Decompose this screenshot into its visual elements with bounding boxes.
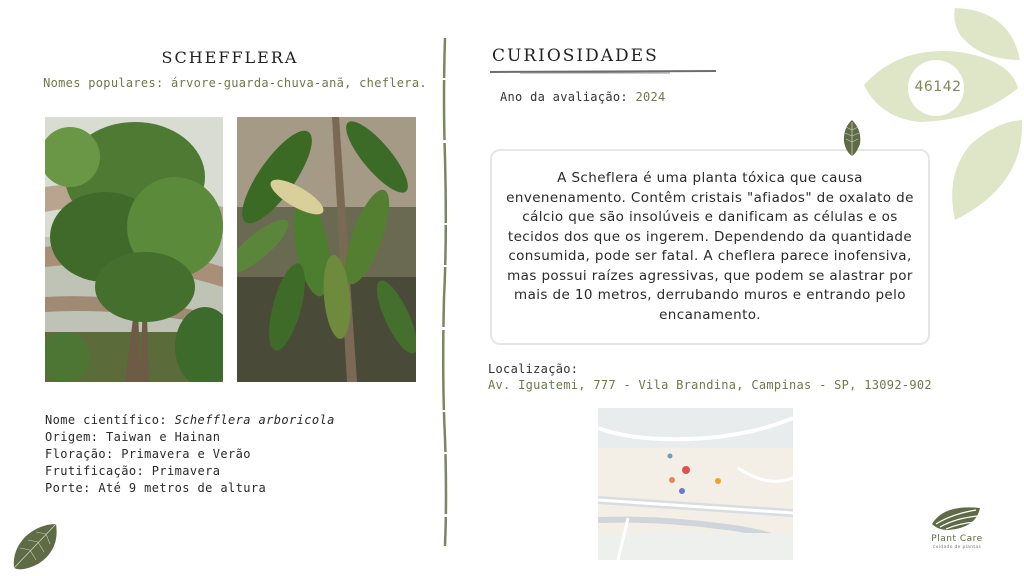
size-row <box>45 480 335 497</box>
evaluation-year-label: Ano da avaliação: <box>500 90 628 104</box>
origin-label: Origem: <box>45 430 99 444</box>
popular-names <box>40 76 430 90</box>
flowering-row <box>45 446 335 463</box>
plant-care-logo <box>918 502 998 562</box>
leaves-decoration <box>860 0 1024 225</box>
brand-name: Plant Care <box>931 534 983 544</box>
leaf-icon <box>10 520 60 572</box>
curiosities-text: A Scheflera é uma planta tóxica que causa envenenamento. Contêm cristais "afiados" de oxalato de cálcio que são insolúveis e danificam as células e os tecidos dos que os ingerem. Dependendo da quantidade consumida, pode ser fatal. A cheflera parece inofensiva, mas possui raízes agressivas, que podem se alastrar por mais de 10 metros, derrubando muros e entrando pelo encanamento. <box>506 170 914 323</box>
evaluation-year-value: 2024 <box>635 90 666 104</box>
location-map[interactable] <box>598 408 793 560</box>
scientific-name-label: Nome científico: <box>45 413 167 427</box>
brand-tagline: cuidado de plantas <box>932 545 982 550</box>
title-underline <box>490 68 716 76</box>
scientific-name-value: Schefflera arboricola <box>174 413 335 427</box>
fruiting-row <box>45 463 335 480</box>
flowering-value: Primavera e Verão <box>121 447 251 461</box>
popular-names-label: Nomes populares: <box>43 76 164 90</box>
plant-code-badge: 46142 <box>914 79 962 95</box>
location-address: Av. Iguatemi, 777 - Vila Brandina, Campinas - SP, 13092-902 <box>488 378 932 392</box>
fruiting-label: Frutificação: <box>45 464 145 478</box>
plant-photo-leaves <box>237 117 416 382</box>
leaf-icon <box>840 118 864 158</box>
evaluation-year <box>500 90 666 104</box>
plant-facts <box>45 412 335 497</box>
location-label: Localização: <box>488 362 579 376</box>
fruiting-value: Primavera <box>151 464 221 478</box>
popular-names-value: árvore-guarda-chuva-anã, cheflera. <box>171 76 427 90</box>
origin-row <box>45 429 335 446</box>
column-divider <box>440 38 450 546</box>
size-label: Porte: <box>45 481 91 495</box>
curiosities-title: CURIOSIDADES <box>492 46 659 66</box>
flowering-label: Floração: <box>45 447 114 461</box>
size-value: Até 9 metros de altura <box>98 481 267 495</box>
origin-value: Taiwan e Hainan <box>106 430 221 444</box>
plant-title: SCHEFFLERA <box>161 48 299 67</box>
plant-photo-tree <box>45 117 223 382</box>
scientific-name-row <box>45 412 335 429</box>
